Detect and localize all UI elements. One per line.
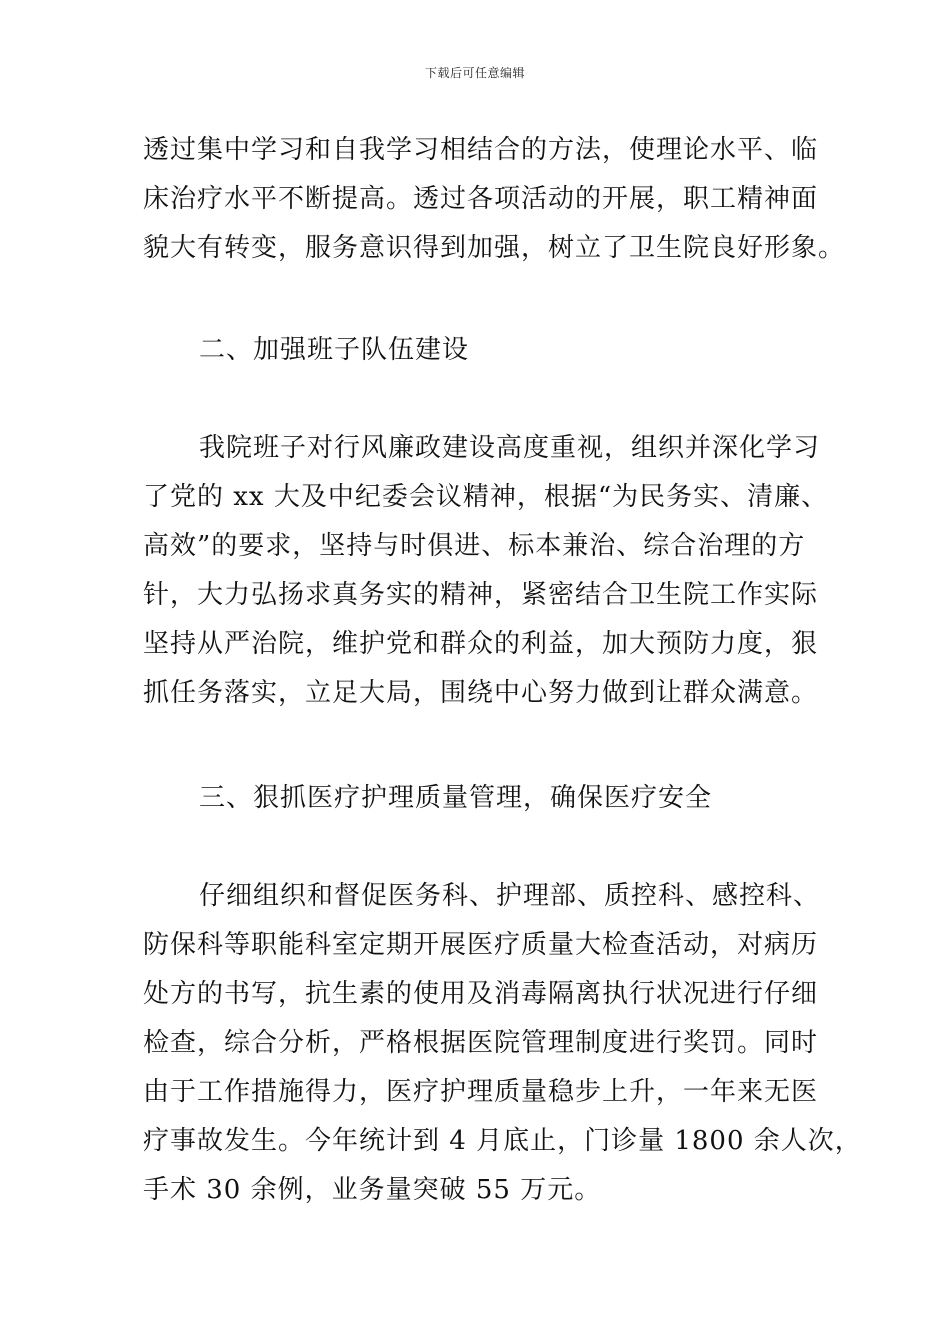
text-line: 手术 30 余例，业务量突破 55 万元。 [143,1175,602,1205]
text-line: 针，大力弘扬求真务实的精神，紧密结合卫生院工作实际 [143,580,819,610]
section-heading-quality [143,774,807,823]
page-header: 下载后可任意编辑 [424,66,525,80]
paragraph-quality [143,872,862,1215]
paragraph-team [143,424,829,718]
text-line: 疗事故发生。今年统计到 4 月底止，门诊量 1800 余人次， [143,1126,862,1156]
text-line: 处方的书写，抗生素的使用及消毒隔离执行状况进行仔细 [143,979,819,1009]
section-heading-team [143,326,807,375]
paragraph-study [143,126,846,273]
text-line: 防保科等职能科室定期开展医疗质量大检查活动，对病历 [143,930,819,960]
text-line: 检查，综合分析，严格根据医院管理制度进行奖罚。同时 [143,1028,819,1058]
text-line: 仔细组织和督促医务科、护理部、质控科、感控科、 [199,881,821,911]
text-line: 貌大有转变，服务意识得到加强，树立了卫生院良好形象。 [143,233,846,263]
text-line: 床治疗水平不断提高。透过各项活动的开展，职工精神面 [143,184,819,214]
text-line: 了党的 xx 大及中纪委会议精神，根据“为民务实、清廉、 [143,482,829,512]
text-line: 抓任务落实，立足大局，围绕中心努力做到让群众满意。 [143,678,819,708]
text-line: 坚持从严治院，维护党和群众的利益，加大预防力度，狠 [143,629,819,659]
heading-text: 三、狠抓医疗护理质量管理，确保医疗安全 [199,783,713,813]
text-line: 高效”的要求，坚持与时俱进、标本兼治、综合治理的方 [143,531,806,561]
heading-text: 二、加强班子队伍建设 [199,335,470,365]
text-line: 由于工作措施得力，医疗护理质量稳步上升，一年来无医 [143,1077,819,1107]
text-line: 我院班子对行风廉政建设高度重视，组织并深化学习 [199,433,821,463]
text-line: 透过集中学习和自我学习相结合的方法，使理论水平、临 [143,135,819,165]
